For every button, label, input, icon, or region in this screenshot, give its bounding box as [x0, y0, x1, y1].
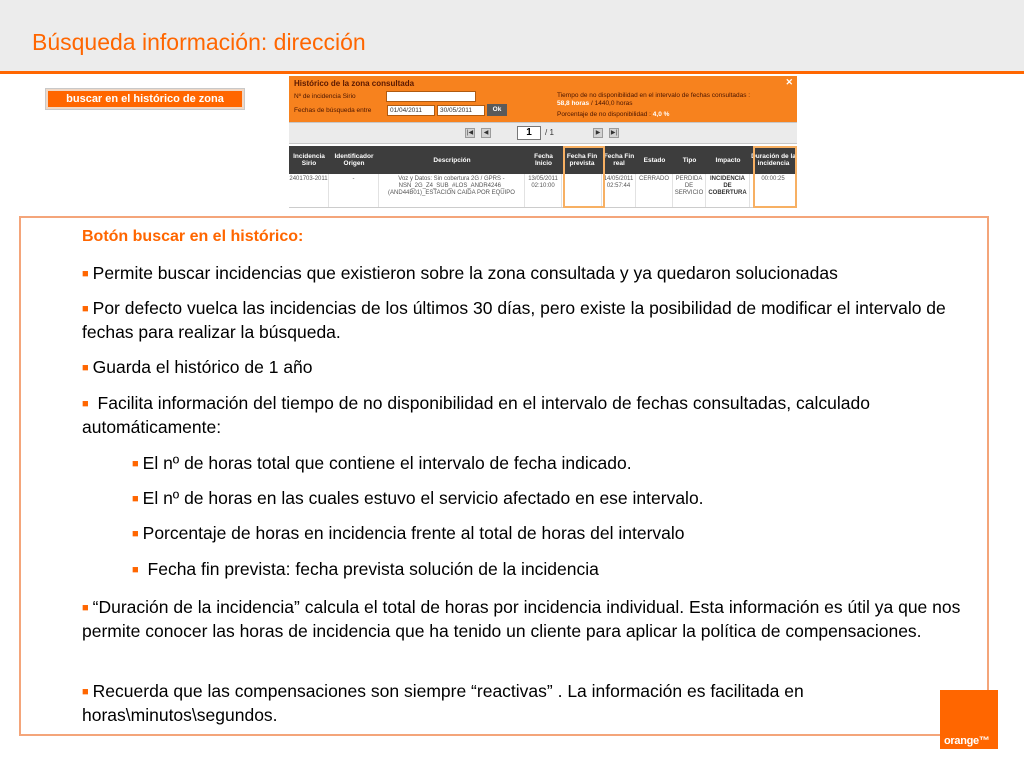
page-total: / 1: [545, 128, 554, 137]
next-page-icon[interactable]: ▶: [593, 128, 603, 138]
hours-affected: 58,8 horas: [557, 100, 590, 107]
bullet-text: Fecha fin prevista: fecha prevista solución de la incidencia: [142, 559, 599, 579]
logo-text: orange™: [944, 735, 990, 747]
bullet-item: [82, 262, 962, 286]
bullet-item: [82, 596, 962, 643]
highlight-duracion: [753, 146, 797, 208]
results-table-header: [289, 146, 797, 174]
bullet-item: [82, 297, 967, 344]
last-page-icon[interactable]: ▶|: [610, 130, 618, 136]
bullet-item: [82, 356, 962, 380]
sub-bullet-item: [132, 558, 962, 582]
table-cell: PERDIDA DE SERVICIO: [673, 174, 706, 207]
bullet-text: “Duración de la incidencia” calcula el total de horas por incidencia individual. Esta información es útil ya que nos permite conocer las horas de incidencia que ha tenido un cliente para aplicar la política de compensaciones.: [82, 597, 961, 641]
table-cell: 2401703-2011: [289, 174, 329, 207]
bullet-icon: ■: [82, 362, 89, 374]
search-history-button[interactable]: buscar en el histórico de zona: [46, 89, 244, 109]
dates-label: Fechas de búsqueda entre: [294, 107, 372, 114]
first-page-icon[interactable]: |◀: [466, 130, 474, 136]
bullet-text: Facilita información del tiempo de no disponibilidad en el intervalo de fechas consultadas, calculado automáticamente:: [82, 393, 870, 437]
close-icon[interactable]: ✕: [785, 77, 793, 87]
slide-title: Búsqueda información: dirección: [32, 29, 366, 55]
column-header[interactable]: Incidencia Sirio: [293, 153, 325, 167]
column-header[interactable]: Fecha Fin prevista: [566, 153, 598, 167]
prev-page-icon[interactable]: ◀: [481, 128, 491, 138]
sub-bullet-item: [132, 522, 962, 546]
bullet-item: [82, 392, 962, 439]
orange-logo: [940, 690, 998, 749]
bullet-icon: ■: [82, 686, 89, 698]
bullet-text: Por defecto vuelca las incidencias de los últimos 30 días, pero existe la posibilidad de modificar el intervalo de fechas para realizar la búsqueda.: [82, 298, 946, 342]
history-panel: [289, 76, 797, 208]
bullet-text: Recuerda que las compensaciones son siempre “reactivas” . La información es facilitada en horas\minutos\segundos.: [82, 681, 804, 725]
bullet-text: Permite buscar incidencias que existieron sobre la zona consultada y ya quedaron solucionadas: [92, 263, 838, 283]
bullet-icon: ■: [132, 528, 139, 540]
column-header[interactable]: Fecha Fin real: [603, 153, 635, 167]
bullet-icon: ■: [82, 602, 89, 614]
table-cell: Voz y Datos: Sin cobertura 2G / GPRS - NSN_2G_Z4_SUB_#LOS_ANDR4246_ (AND44B01)_ESTACION CAIDA POR EQUIPO: [379, 174, 525, 207]
content-heading: Botón buscar en el histórico:: [82, 228, 304, 245]
date-from-input[interactable]: 01/04/2011: [387, 105, 435, 116]
page-input[interactable]: 1: [517, 126, 541, 140]
bullet-icon: ■: [82, 398, 89, 410]
table-cell: CERRADO: [636, 174, 673, 207]
bullet-icon: ■: [82, 303, 89, 315]
hours-total: / 1440,0 horas: [590, 100, 633, 107]
incident-input[interactable]: [386, 91, 476, 102]
panel-header: [289, 76, 797, 122]
bullet-text: Porcentaje de horas en incidencia frente al total de horas del intervalo: [142, 523, 685, 543]
column-header[interactable]: Impacto: [715, 156, 741, 164]
pagination-bar: [289, 122, 797, 144]
percent-value: 4,0 %: [652, 111, 670, 118]
bullet-text: El nº de horas en las cuales estuvo el servicio afectado en ese intervalo.: [142, 488, 704, 508]
bullet-icon: ■: [82, 268, 89, 280]
hours-readout: [557, 100, 633, 107]
highlight-fecha-fin-prevista: [563, 146, 605, 208]
date-to-input[interactable]: 30/05/2011: [437, 105, 485, 116]
column-header[interactable]: Tipo: [682, 156, 697, 164]
bullet-icon: ■: [132, 458, 139, 470]
bullet-icon: ■: [132, 493, 139, 505]
column-header[interactable]: Estado: [643, 156, 666, 164]
bullet-item: [82, 680, 927, 727]
table-cell: 14/05/2011 02:57:44: [602, 174, 636, 207]
percent-label: Porcentaje de no disponibilidad :: [557, 111, 651, 118]
column-header[interactable]: Descripción: [433, 156, 471, 164]
bullet-text: El nº de horas total que contiene el intervalo de fecha indicado.: [142, 453, 632, 473]
ok-button[interactable]: Ok: [487, 104, 507, 116]
sub-bullet-item: [132, 487, 962, 511]
table-cell: -: [329, 174, 379, 207]
column-header[interactable]: Duración de la incidencia: [751, 153, 796, 167]
column-header[interactable]: Identificador Origen: [334, 153, 374, 167]
panel-title: Histórico de la zona consultada: [294, 79, 415, 88]
table-row[interactable]: [289, 174, 797, 208]
table-cell: 00:00:25: [750, 174, 797, 207]
sub-bullet-item: [132, 452, 962, 476]
incident-label: Nº de incidencia Sirio: [294, 93, 356, 100]
content-box: [19, 216, 989, 736]
percent-readout: [557, 111, 669, 118]
column-header[interactable]: Fecha Inicio: [534, 153, 553, 167]
bullet-icon: ■: [132, 564, 139, 576]
bullet-text: Guarda el histórico de 1 año: [92, 357, 313, 377]
stats-title: Tiempo de no disponibilidad en el intervalo de fechas consultadas :: [557, 92, 751, 99]
table-cell: 13/05/2011 02:10:00: [525, 174, 562, 207]
table-cell: INCIDENCIA DE COBERTURA: [706, 174, 750, 207]
